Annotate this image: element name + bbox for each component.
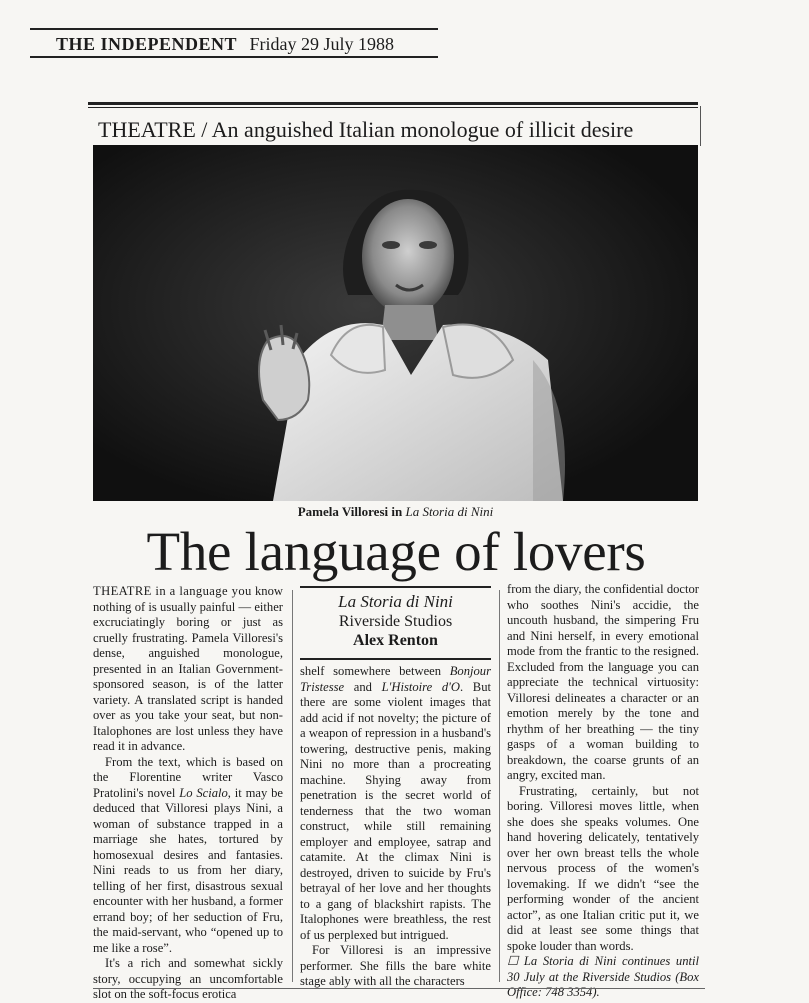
article-column-1 xyxy=(93,584,283,1003)
paragraph: For Villoresi is an impressive performer. She fills the bare white stage ably with all the characters xyxy=(300,943,491,988)
column-rule xyxy=(499,590,500,982)
caption-play-title: La Storia di Nini xyxy=(405,504,494,519)
byline: Alex Renton xyxy=(353,632,438,649)
kicker: THEATRE in a language you xyxy=(93,584,252,598)
paragraph: It's a rich and somewhat sickly story, occupying an uncomfortable slot on the soft-focus erotica xyxy=(93,956,283,1001)
book-title: Bonjour Tristesse xyxy=(300,664,491,694)
article-column-3 xyxy=(507,582,699,1001)
paragraph: from the diary, the confidential doctor who soothes Nini's accidie, the uncouth husband, the simpering Fru and Nini herself, in every emotional mode from the frantic to the resigned. Excluded from the language you can appreciate the technical virtuosity: Villoresi delineates a character or an emotion merely by the tone and rhythm of her breathing — the tiny gasps of a woman building to breakdown, the coarse grunts of an angry, excited man. xyxy=(507,582,699,782)
paragraph-text: , it may be deduced that Villoresi plays Nini, a woman of substance trapped in a marriage she hates, tortured by homosexual desires and fantasies. Nini reads to us from her diary, telling of her first, disastrous sexual encounter with her husband, a former errand boy; of her seduction of Fru, the maid-servant, who “opened up to me like a rose”. xyxy=(93,785,283,955)
headline: The language of lovers xyxy=(146,521,646,582)
actress-photo-image xyxy=(93,145,698,501)
photo-caption xyxy=(93,504,698,520)
article-column-2 xyxy=(300,664,491,990)
performance-details: ☐ La Storia di Nini continues until 30 July at the Riverside Studios (Box Office: 748 3354). xyxy=(507,954,699,999)
section-rule-thin xyxy=(88,107,698,108)
newspaper-name: THE INDEPENDENT xyxy=(56,34,238,54)
paragraph: Frustrating, certainly, but not boring. Villoresi moves little, when she does she speaks volumes. One hand hovering delicately, tentatively over her own breast tells the whole nervous process of the women's lovemaking. If we didn't “see the performing wonder of the ancient actor”, as one Italian critic put it, we did at least see some things that spoke louder than words. xyxy=(507,783,699,953)
venue: Riverside Studios xyxy=(338,613,453,630)
review-credit-box xyxy=(300,586,491,660)
section-heading: THEATRE / An anguished Italian monologue of illicit desire xyxy=(98,117,634,142)
bottom-rule xyxy=(93,988,705,989)
issue-date: Friday 29 July 1988 xyxy=(249,34,395,54)
book-title: L'Histoire d'O xyxy=(381,679,460,694)
paragraph-text: . But there are some violent images that add acid if not novelty; the picture of a weapon of repression in a husband's towering, destructive penis, making Nini no more than a procreating machine. Shying away from penetration is the secret world of tenderness that the two woman construct, while still remaining employer and employee, satrap and catamite. At the climax Nini is destroyed, driven to suicide by Fru's betrayal of her love and her thoughts to a gang of blackshirt rapists. The Italophones were breathless, the rest of us perplexed but intrigued. xyxy=(300,679,492,942)
caption-performer: Pamela Villoresi in xyxy=(297,504,403,519)
paragraph xyxy=(300,664,491,943)
section-rule xyxy=(88,102,698,105)
column-edge-rule xyxy=(700,106,701,146)
performance-photo xyxy=(93,145,698,501)
paragraph-text: and xyxy=(344,679,382,694)
paragraph xyxy=(93,755,283,957)
novel-title: Lo Scialo xyxy=(179,785,228,800)
column-rule xyxy=(292,590,293,982)
masthead xyxy=(30,28,438,58)
paragraph-text: shelf somewhere between xyxy=(300,664,450,678)
paragraph-text: know nothing of is usually painful — either excruciatingly boring or just as cruelly frustrating. Pamela Villoresi's dense, anguished monologue, presented in an Italian Government-sponsored season, is of the latter variety. A translated script is handed over as you take your seat, but non-Italophones are lost unless they have read it in advance. xyxy=(93,584,283,753)
paragraph-text: From the text, which is based on the Florentine writer Vasco Pratolini's novel xyxy=(93,754,283,800)
paragraph xyxy=(93,584,283,755)
play-title: La Storia di Nini xyxy=(338,592,453,611)
